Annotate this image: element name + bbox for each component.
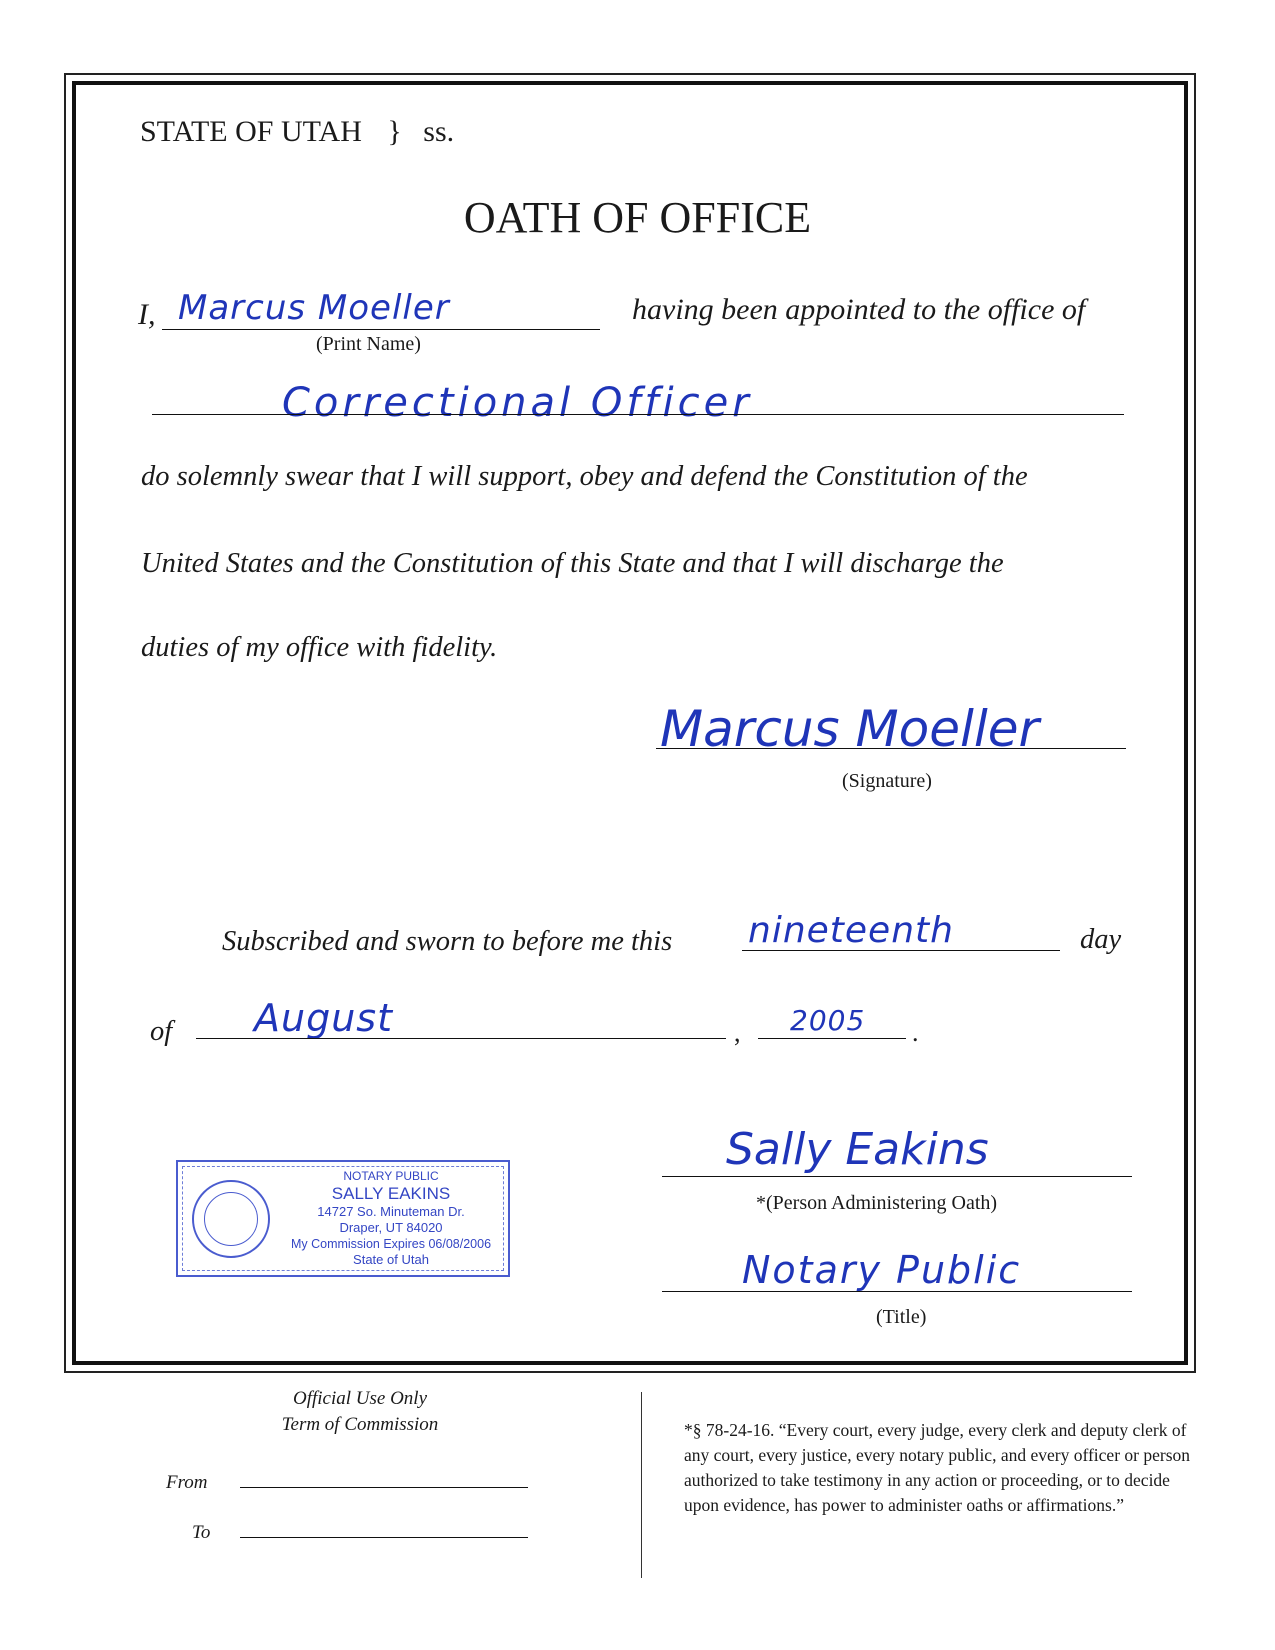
seal-inner-ring (204, 1192, 258, 1246)
ss-label: ss. (423, 115, 455, 148)
i-prefix: I, (138, 298, 156, 331)
oath-body-line-2: United States and the Constitution of this State and that I will discharge the (141, 548, 1004, 579)
footer-divider (641, 1392, 642, 1578)
title-label: (Title) (876, 1306, 927, 1328)
state-header (140, 115, 454, 149)
official-use-label: Official Use Only (292, 1388, 428, 1409)
brace-symbol: } (387, 115, 402, 148)
notary-signature-line (662, 1176, 1132, 1177)
year-handwritten: 2005 (790, 1004, 866, 1037)
signature-line (656, 748, 1126, 749)
oath-body-line-1: do solemnly swear that I will support, obey and defend the Constitution of the (141, 461, 1028, 492)
stamp-line-3: 14727 So. Minuteman Dr. (317, 1204, 465, 1219)
day-handwritten: nineteenth (748, 910, 954, 951)
sworn-text: Subscribed and sworn to before me this (222, 926, 673, 957)
page-title: OATH OF OFFICE (463, 193, 812, 242)
title-line (662, 1291, 1132, 1292)
notary-title-handwritten: Notary Public (742, 1248, 1022, 1292)
print-name-line (162, 329, 600, 330)
term-of-commission-label: Term of Commission (281, 1414, 439, 1435)
state-label: STATE OF UTAH (140, 115, 362, 148)
from-label: From (166, 1472, 208, 1493)
statute-note: *§ 78-24-16. “Every court, every judge, every clerk and deputy clerk of any court, every justice, every notary public, and every officer or person authorized to take testimony in any action or proceeding, or to decide upon evidence, has power to administer oaths or affirmations.” (684, 1420, 1191, 1515)
stamp-line-6: State of Utah (353, 1252, 429, 1267)
year-line (758, 1038, 906, 1039)
person-administering-label: *(Person Administering Oath) (756, 1192, 998, 1214)
notary-stamp (176, 1160, 510, 1277)
officer-signature: Marcus Moeller (660, 700, 1040, 758)
stamp-line-5: My Commission Expires 06/08/2006 (290, 1237, 492, 1251)
office-handwritten: Correctional Officer (282, 380, 753, 426)
signature-label: (Signature) (842, 770, 932, 792)
day-line (742, 950, 1060, 951)
print-name-handwritten: Marcus Moeller (178, 288, 450, 328)
month-line (196, 1038, 726, 1039)
to-line (240, 1537, 528, 1538)
day-label: day (1080, 924, 1122, 955)
oath-body-line-3: duties of my office with fidelity. (141, 632, 498, 663)
stamp-line-1: NOTARY PUBLIC (343, 1169, 439, 1183)
state-seal-icon (192, 1180, 270, 1258)
from-line (240, 1487, 528, 1488)
office-line (152, 414, 1124, 415)
period: . (912, 1018, 919, 1047)
appointed-text: having been appointed to the office of (632, 293, 1086, 326)
of-label: of (150, 1016, 173, 1047)
stamp-line-4: Draper, UT 84020 (339, 1220, 443, 1235)
stamp-text (278, 1168, 504, 1268)
stamp-line-2: SALLY EAKINS (331, 1184, 451, 1203)
month-handwritten: August (254, 996, 393, 1040)
print-name-label: (Print Name) (316, 333, 421, 355)
comma: , (734, 1018, 741, 1047)
to-label: To (192, 1522, 211, 1543)
notary-signature: Sally Eakins (726, 1124, 989, 1175)
